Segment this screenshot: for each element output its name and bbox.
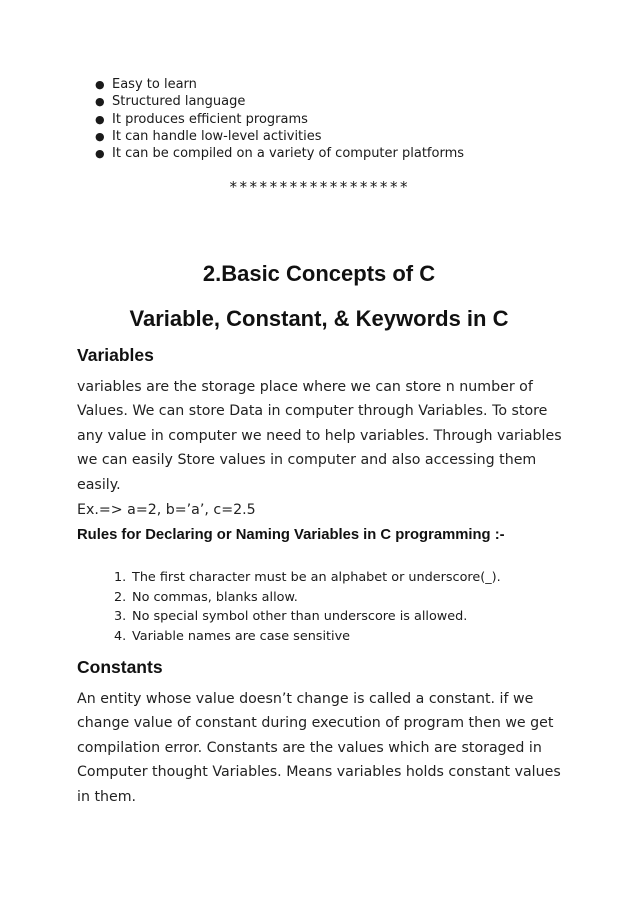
list-item [95,76,464,93]
constants-heading: Constants [77,657,163,677]
paragraph-line: we can easily Store values in computer and also accessing them [77,452,537,469]
rule-number: 4. [114,628,127,644]
bullet-icon: ● [95,112,105,126]
paragraph-line: any value in computer we need to help variables. Through variables [77,427,562,444]
rules-heading: Rules for Declaring or Naming Variables in C programming :- [77,527,505,543]
feature-text: It can be compiled on a variety of computer platforms [112,146,465,162]
paragraph-line: change value of constant during execution of program then we get [77,715,554,732]
list-item [95,111,464,128]
rule-text: No special symbol other than underscore is allowed. [132,609,468,625]
list-item [114,568,501,588]
bullet-icon: ● [95,95,105,109]
paragraph-line: Computer thought Variables. Means variables holds constant values [77,764,561,781]
variables-example [77,498,572,522]
rule-text: The first character must be an alphabet or underscore(_). [132,570,501,585]
rule-number: 1. [114,570,127,585]
chapter-title: 2.Basic Concepts of C [202,261,436,286]
feature-text: It can handle low-level activities [112,128,322,144]
paragraph-line: compilation error. Constants are the values which are storaged in [77,739,542,756]
rules-list [114,568,501,646]
feature-text: Structured language [112,94,246,110]
paragraph-line: An entity whose value doesn’t change is called a constant. if we [77,691,534,707]
rule-text: Variable names are case sensitive [132,628,351,644]
paragraph-line: easily. [77,476,121,493]
rule-text: No commas, blanks allow. [132,589,298,605]
example-line: Ex.=> a=2, b=’a’, c=2.5 [77,502,256,518]
list-item [114,627,501,647]
features-list [95,76,465,162]
paragraph-line: Values. We can store Data in computer through Variables. To store [77,403,548,420]
variables-paragraph [77,375,572,497]
rule-number: 2. [114,589,127,605]
list-item [114,588,501,608]
variables-heading: Variables [77,345,154,365]
list-item [114,607,501,627]
paragraph-line: variables are the storage place where we can store n number of [77,379,533,395]
separator-stars: ****************** [228,178,410,196]
rule-number: 3. [114,609,127,625]
list-item [95,128,464,145]
feature-text: Easy to learn [112,77,197,92]
bullet-icon: ● [95,78,105,91]
bullet-icon: ● [95,147,105,161]
paragraph-line: in them. [77,788,137,805]
feature-text: It produces efficient programs [112,111,308,127]
chapter-subtitle: Variable, Constant, & Keywords in C [129,306,509,331]
list-item [95,145,465,162]
bullet-icon: ● [95,129,105,143]
list-item [95,93,464,110]
constants-paragraph [77,687,572,809]
